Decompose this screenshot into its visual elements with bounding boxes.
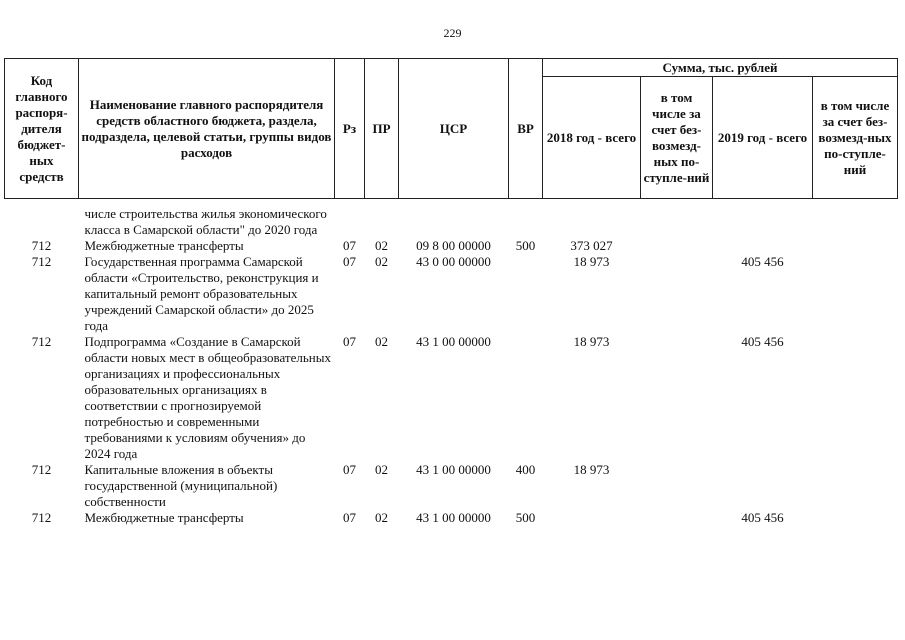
cell-csr: 43 0 00 00000 [416,254,491,269]
header-2018-incl: в том числе за счет без-возмезд-ных по-ступле-ний [641,77,713,199]
cell-name: Капитальные вложения в объекты государственной (муниципальной) собственности [84,462,278,509]
cell-sum-2018: 18 973 [573,334,610,349]
cell-sum-2019: 405 456 [741,334,784,349]
cell-incl-2019 [813,462,898,510]
cell-csr: 43 1 00 00000 [416,462,491,477]
cell-code: 712 [31,510,52,525]
table-row [5,206,898,238]
cell-incl-2019 [813,334,898,462]
table-row [5,510,898,526]
cell-name: Подпрограмма «Создание в Самарской области новых мест в общеобразовательных организациях и профессиональных образовательных организациях в соответствии с прогнозируемой потребностью и современными требованиями к условиям обучения» до 2024 года [84,334,331,461]
cell-name: Государственная программа Самарской области «Строительство, реконструкция и капитальный ремонт образовательных учреждений Самарской области» до 2025 года [84,254,319,333]
header-name: Наименование главного распорядителя средств областного бюджета, раздела, подраздела, целевой статьи, группы видов расходов [79,59,335,199]
table-row [5,462,898,510]
cell-rz: 07 [343,510,356,525]
cell-vr [509,334,543,462]
header-vr: ВР [509,59,543,199]
cell-sum-2018 [543,510,641,526]
cell-pr: 02 [375,462,388,477]
cell-code: 712 [31,334,52,349]
cell-csr: 43 1 00 00000 [416,510,491,525]
cell-code: 712 [31,254,52,269]
cell-code: 712 [31,238,52,253]
table-row [5,254,898,334]
page-number: 229 [443,26,462,40]
table-row [5,334,898,462]
header-sum: Сумма, тыс. рублей [543,59,898,77]
header-pr: ПР [365,59,399,199]
cell-incl-2019 [813,510,898,526]
cell-csr: 09 8 00 00000 [416,238,491,253]
cell-sum-2018 [543,206,641,238]
header-code: Код главного распоря-дителя бюджет-ных средств [5,59,79,199]
cell-sum-2019 [713,462,813,510]
cell-pr: 02 [375,254,388,269]
cell-incl-2018 [641,462,713,510]
header-2019-incl: в том числе за счет без-возмезд-ных по-ступле-ний [813,77,898,199]
cell-incl-2019 [813,206,898,238]
header-csr: ЦСР [399,59,509,199]
cell-name: Межбюджетные трансферты [84,238,244,253]
cell-name: Межбюджетные трансферты [84,510,244,525]
cell-vr: 400 [515,462,536,477]
cell-pr [365,206,399,238]
cell-incl-2018 [641,334,713,462]
cell-code [5,206,79,238]
header-2019-total: 2019 год - всего [713,77,813,199]
cell-sum-2019 [713,206,813,238]
header-gap [5,199,898,207]
cell-sum-2018: 18 973 [573,254,610,269]
cell-sum-2019 [713,238,813,254]
cell-rz: 07 [343,238,356,253]
cell-incl-2019 [813,254,898,334]
cell-vr: 500 [515,510,536,525]
cell-sum-2018: 18 973 [573,462,610,477]
budget-table [4,58,898,526]
cell-csr [399,206,509,238]
cell-vr: 500 [515,238,536,253]
cell-incl-2018 [641,510,713,526]
cell-incl-2018 [641,206,713,238]
cell-vr [509,206,543,238]
cell-rz: 07 [343,254,356,269]
cell-vr [509,254,543,334]
cell-sum-2019: 405 456 [741,510,784,525]
cell-rz [335,206,365,238]
cell-csr: 43 1 00 00000 [416,334,491,349]
cell-sum-2019: 405 456 [741,254,784,269]
header-2018-total: 2018 год - всего [543,77,641,199]
cell-code: 712 [31,462,52,477]
table-row [5,238,898,254]
cell-sum-2018: 373 027 [570,238,613,253]
cell-pr: 02 [375,238,388,253]
cell-incl-2018 [641,238,713,254]
cell-incl-2018 [641,254,713,334]
cell-rz: 07 [343,334,356,349]
cell-pr: 02 [375,510,388,525]
budget-table-container [4,58,898,526]
cell-name: числе строительства жилья экономического класса в Самарской области" до 2020 года [84,206,327,237]
header-rz: Рз [335,59,365,199]
cell-rz: 07 [343,462,356,477]
cell-incl-2019 [813,238,898,254]
cell-pr: 02 [375,334,388,349]
